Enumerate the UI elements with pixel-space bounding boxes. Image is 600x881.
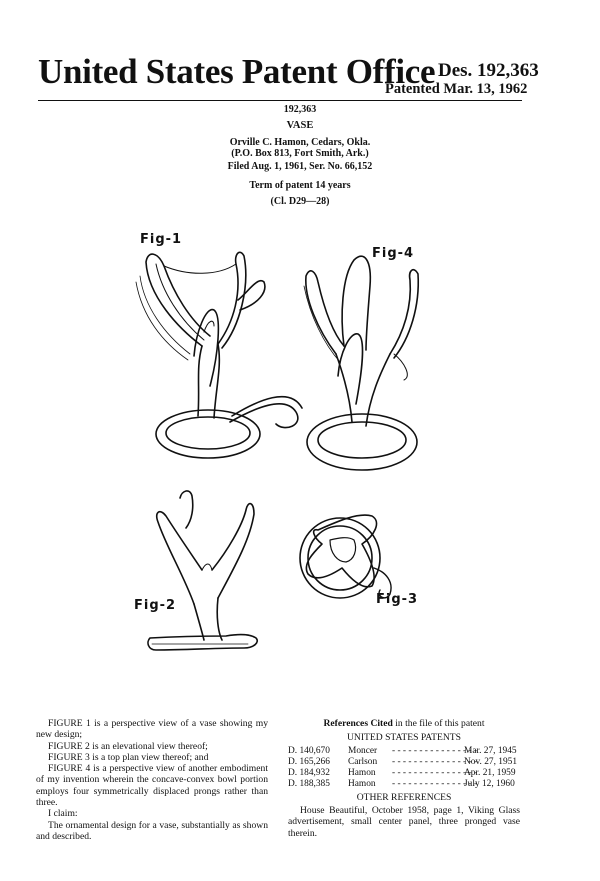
design-patent-number: Des. 192,363 <box>438 60 539 81</box>
description-fig4: FIGURE 4 is a perspective view of another embodiment of my invention wherein the concave-convex bowl portion employs four symmetrically displaced prongs rather than three. <box>36 763 268 809</box>
patent-title: VASE <box>286 120 314 131</box>
other-references-text: House Beautiful, October 1958, page 1, Viking Glass advertisement, small center panel, three pronged vase therein. <box>288 805 520 839</box>
figure-4 <box>300 246 420 476</box>
inventor: Orville C. Hamon, Cedars, Okla. <box>229 137 371 148</box>
classification: (Cl. D29—28) <box>270 196 330 207</box>
patent-term: Term of patent 14 years <box>249 180 351 191</box>
office-title: United States Patent Office <box>38 52 436 91</box>
reference-row <box>288 757 517 767</box>
description-fig3: FIGURE 3 is a top plan view thereof; and <box>48 751 209 763</box>
references-heading-rest: in the file of this patent <box>392 718 485 729</box>
inventor-address: (P.O. Box 813, Fort Smith, Ark.) <box>231 148 369 159</box>
reference-name: Moncer <box>348 746 378 756</box>
reference-number: D. 140,670 <box>288 746 330 756</box>
patent-date: Patented Mar. 13, 1962 <box>385 81 528 97</box>
reference-row <box>288 779 515 789</box>
description-fig1: FIGURE 1 is a perspective view of a vase showing my new design; <box>36 718 268 741</box>
claim-heading: I claim: <box>48 808 78 820</box>
figure-2-label: Fig-2 <box>134 598 177 613</box>
other-references-heading: OTHER REFERENCES <box>356 792 452 803</box>
figure-3-label: Fig-3 <box>376 592 419 607</box>
reference-name: Hamon <box>348 768 376 778</box>
header-rule <box>38 100 522 101</box>
reference-number: D. 188,385 <box>288 779 330 789</box>
reference-leader: - - - - - - - - - - - - - - - - <box>392 746 478 756</box>
reference-number: D. 165,266 <box>288 757 330 767</box>
reference-leader: - - - - - - - - - - - - - - - - <box>392 768 478 778</box>
filing-info: Filed Aug. 1, 1961, Ser. No. 66,152 <box>227 161 373 172</box>
reference-row <box>288 768 516 778</box>
figure-2 <box>146 486 296 658</box>
reference-name: Carlson <box>348 757 378 767</box>
figure-1-label: Fig-1 <box>140 232 183 247</box>
claim-text: The ornamental design for a vase, substantially as shown and described. <box>36 819 268 842</box>
reference-number: D. 184,932 <box>288 768 330 778</box>
references-heading <box>288 718 520 729</box>
patent-number: 192,363 <box>283 104 317 115</box>
reference-date: July 12, 1960 <box>464 779 515 789</box>
us-patents-heading: UNITED STATES PATENTS <box>346 732 461 743</box>
reference-date: Mar. 27, 1945 <box>464 746 517 756</box>
references-heading-bold: References Cited <box>323 718 393 729</box>
reference-leader: - - - - - - - - - - - - - - - - <box>392 757 478 767</box>
reference-row <box>288 746 517 756</box>
figure-1 <box>118 236 308 466</box>
description-fig2: FIGURE 2 is an elevational view thereof; <box>48 740 208 752</box>
reference-date: Nov. 27, 1951 <box>464 757 518 767</box>
reference-date: Apr. 21, 1959 <box>464 768 516 778</box>
reference-leader: - - - - - - - - - - - - - - - - <box>392 779 478 789</box>
reference-name: Hamon <box>348 779 376 789</box>
description <box>36 718 268 842</box>
figure-4-label: Fig-4 <box>372 246 415 261</box>
